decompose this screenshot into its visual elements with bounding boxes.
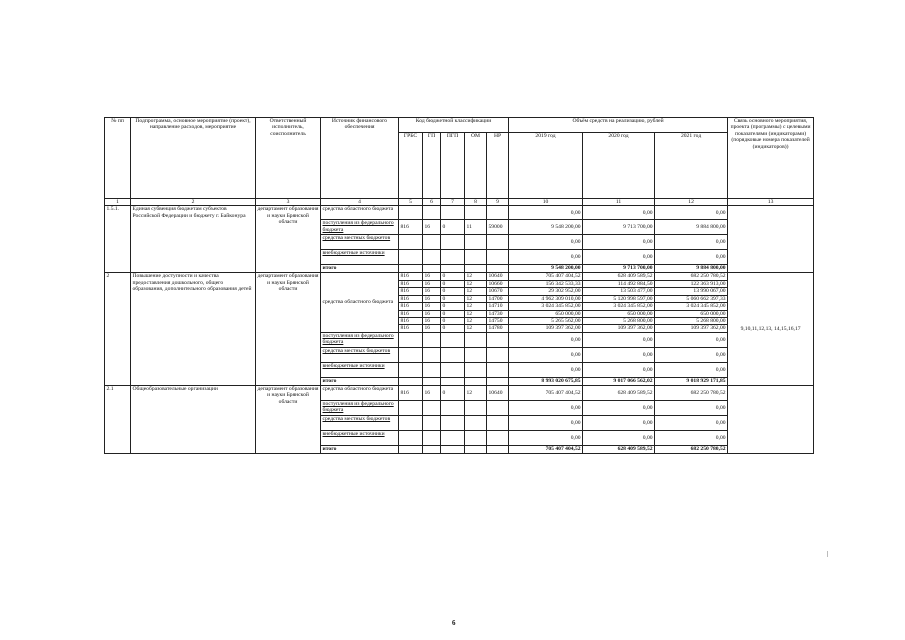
section-name: Общеобразовательные организации	[131, 385, 256, 453]
value-2021: 5 060 662 397,33	[655, 295, 728, 302]
code-om: 12	[465, 310, 487, 317]
total-2021: 9 018 929 171,85	[655, 377, 728, 385]
value-2021: 0,00	[655, 332, 728, 347]
header-source: Источник финансового обеспечения	[321, 118, 399, 199]
code-grbs: 816	[399, 310, 423, 317]
column-number: 12	[655, 199, 728, 206]
code-nr: 14780	[487, 325, 509, 332]
scan-mark	[827, 551, 828, 557]
header-pgp: ПГП	[441, 133, 465, 199]
total-2019: 705 407 404,52	[509, 445, 583, 453]
code-nr: 10640	[487, 273, 509, 280]
value-2021: 0,00	[655, 362, 728, 377]
code-pgp: 0	[441, 317, 465, 324]
column-number-row	[105, 199, 814, 206]
code-om: 12	[465, 295, 487, 302]
value-2020: 0,00	[583, 415, 655, 430]
value-2020: 0,00	[583, 332, 655, 347]
code-om: 12	[465, 303, 487, 310]
header-amount-group: Объём средств на реализацию, рублей	[509, 118, 728, 133]
code-nr: 14710	[487, 303, 509, 310]
value-2020: 628 409 589,52	[583, 273, 655, 280]
source-local: средства местных бюджетов	[321, 347, 399, 362]
source-extrabudget: внебюджетные источники	[321, 250, 399, 265]
column-number: 9	[487, 199, 509, 206]
indicators-cell	[728, 206, 814, 273]
source-regional: средства областного бюджета	[321, 206, 399, 220]
source-regional: средства областного бюджета	[321, 273, 399, 332]
column-number: 13	[728, 199, 814, 206]
header-nr: НР	[487, 133, 509, 199]
code-om: 12	[465, 385, 487, 400]
code-grbs: 816	[399, 303, 423, 310]
value-2020: 0,00	[583, 235, 655, 250]
value-2021: 0,00	[655, 250, 728, 265]
code-gp: 16	[423, 317, 441, 324]
column-number: 6	[423, 199, 441, 206]
value-2021: 650 000,00	[655, 310, 728, 317]
value-2020: 628 409 589,52	[583, 385, 655, 400]
value-2020: 0,00	[583, 362, 655, 377]
code-grbs: 816	[399, 273, 423, 280]
value-2019: 0,00	[509, 250, 583, 265]
value-2021: 0,00	[655, 415, 728, 430]
value-2021: 682 250 780,52	[655, 273, 728, 280]
section-name: Повышение доступности и качества предоставления дошкольного, общего образования, дополнительного образования детей	[131, 273, 256, 385]
source-total: итого	[321, 265, 399, 273]
value-2019: 5 265 562,00	[509, 317, 583, 324]
code-pgp: 0	[441, 220, 465, 235]
value-2019: 156 342 533,33	[509, 280, 583, 287]
header-row	[105, 118, 814, 133]
value-2019: 0,00	[509, 415, 583, 430]
code-om: 12	[465, 280, 487, 287]
code-pgp: 0	[441, 295, 465, 302]
source-extrabudget: внебюджетные источники	[321, 430, 399, 445]
value-2021: 0,00	[655, 400, 728, 415]
total-2020: 9 713 700,00	[583, 265, 655, 273]
code-om: 12	[465, 325, 487, 332]
header-no: № пп	[105, 118, 131, 199]
code-gp: 16	[423, 325, 441, 332]
source-federal: поступления из федерального бюджета	[321, 400, 399, 415]
value-2020: 0,00	[583, 430, 655, 445]
source-local: средства местных бюджетов	[321, 415, 399, 430]
code-gp: 16	[423, 303, 441, 310]
value-2020: 0,00	[583, 400, 655, 415]
value-2020: 13 503 477,00	[583, 288, 655, 295]
value-2019: 650 000,00	[509, 310, 583, 317]
code-nr: 14700	[487, 295, 509, 302]
source-extrabudget: внебюджетные источники	[321, 362, 399, 377]
code-pgp: 0	[441, 288, 465, 295]
value-2021: 0,00	[655, 430, 728, 445]
value-2021: 0,00	[655, 347, 728, 362]
value-2020: 0,00	[583, 250, 655, 265]
code-gp: 16	[423, 273, 441, 280]
value-2021: 122 363 913,00	[655, 280, 728, 287]
header-code-group: Код бюджетной классификации	[399, 118, 509, 133]
code-gp: 16	[423, 295, 441, 302]
value-2021: 109 397 362,00	[655, 325, 728, 332]
value-2019: 0,00	[509, 400, 583, 415]
total-2021: 682 250 780,52	[655, 445, 728, 453]
value-2019: 4 962 309 010,00	[509, 295, 583, 302]
total-2019: 8 993 020 675,85	[509, 377, 583, 385]
column-number: 4	[321, 199, 399, 206]
value-2021: 5 268 800,00	[655, 317, 728, 324]
column-number: 5	[399, 199, 423, 206]
value-2019: 0,00	[509, 347, 583, 362]
total-2021: 9 884 800,00	[655, 265, 728, 273]
budget-table	[104, 117, 814, 454]
code-om: 12	[465, 273, 487, 280]
section-no: 2.1	[105, 385, 131, 453]
indicators-cell	[728, 385, 814, 453]
value-2019: 3 024 345 852,00	[509, 303, 583, 310]
code-gp: 16	[423, 310, 441, 317]
code-nr: 10640	[487, 385, 509, 400]
value-2020: 109 397 362,00	[583, 325, 655, 332]
column-number: 10	[509, 199, 583, 206]
header-om: ОМ	[465, 133, 487, 199]
header-year-2020: 2020 год	[583, 133, 655, 199]
section-no: 1.5.1.	[105, 206, 131, 273]
value-2020: 650 000,00	[583, 310, 655, 317]
value-2021: 3 024 345 852,00	[655, 303, 728, 310]
header-year-2021: 2021 год	[655, 133, 728, 199]
table-row	[105, 206, 814, 220]
code-grbs: 816	[399, 295, 423, 302]
value-2019: 705 407 404,52	[509, 273, 583, 280]
indicators-cell: 9,10,11,12,13, 14,15,16,17	[728, 273, 814, 385]
source-local: средства местных бюджетов	[321, 235, 399, 250]
value-2019: 0,00	[509, 332, 583, 347]
section-executor: департамент образования и науки Брянской области	[256, 273, 321, 385]
section-no: 2	[105, 273, 131, 385]
value-2019: 109 397 362,00	[509, 325, 583, 332]
code-om: 12	[465, 288, 487, 295]
code-pgp: 0	[441, 310, 465, 317]
value-2020: 9 713 700,00	[583, 220, 655, 235]
value-2019: 9 548 200,00	[509, 220, 583, 235]
value-2019: 0,00	[509, 206, 583, 220]
value-2020: 5 120 998 597,00	[583, 295, 655, 302]
code-gp: 16	[423, 288, 441, 295]
column-number: 2	[131, 199, 256, 206]
code-pgp: 0	[441, 385, 465, 400]
column-number: 1	[105, 199, 131, 206]
source-federal: поступления из федерального бюджета	[321, 332, 399, 347]
table-row	[105, 273, 814, 280]
total-2019: 9 548 200,00	[509, 265, 583, 273]
source-federal: поступления из федерального бюджета	[321, 220, 399, 235]
code-nr: 59000	[487, 220, 509, 235]
total-2020: 628 409 589,52	[583, 445, 655, 453]
code-grbs: 816	[399, 325, 423, 332]
value-2020: 3 024 345 852,00	[583, 303, 655, 310]
value-2021: 682 250 780,52	[655, 385, 728, 400]
value-2019: 29 302 952,00	[509, 288, 583, 295]
value-2021: 0,00	[655, 206, 728, 220]
header-executor: Ответственный исполнитель, соисполнитель	[256, 118, 321, 199]
code-gp: 16	[423, 280, 441, 287]
page-number: 6	[452, 619, 456, 627]
value-2019: 0,00	[509, 430, 583, 445]
header-year-2019: 2019 год	[509, 133, 583, 199]
code-nr: 14750	[487, 317, 509, 324]
value-2020: 5 268 800,00	[583, 317, 655, 324]
section-name: Единая субвенция бюджетам субъектов Российской Федерации и бюджету г. Байконура	[131, 206, 256, 273]
source-regional: средства областного бюджета	[321, 385, 399, 400]
code-pgp: 0	[441, 273, 465, 280]
value-2019: 0,00	[509, 362, 583, 377]
code-om: 12	[465, 317, 487, 324]
code-pgp: 0	[441, 303, 465, 310]
section-executor: департамент образования и науки Брянской области	[256, 206, 321, 273]
value-2020: 0,00	[583, 347, 655, 362]
code-grbs: 816	[399, 280, 423, 287]
code-pgp: 0	[441, 280, 465, 287]
code-pgp: 0	[441, 325, 465, 332]
code-gp: 16	[423, 385, 441, 400]
code-grbs: 816	[399, 288, 423, 295]
value-2019: 0,00	[509, 235, 583, 250]
source-total: итого	[321, 377, 399, 385]
header-indicators: Связь основного мероприятия, проекта (программы) с целевыми показателями (индикаторами) (порядковые номера показателей (индикаторов))	[728, 118, 814, 199]
table-row	[105, 385, 814, 400]
code-om: 11	[465, 220, 487, 235]
total-2020: 9 017 066 562,02	[583, 377, 655, 385]
code-nr: 14730	[487, 310, 509, 317]
column-number: 11	[583, 199, 655, 206]
value-2020: 114 492 884,50	[583, 280, 655, 287]
column-number: 7	[441, 199, 465, 206]
code-grbs: 816	[399, 317, 423, 324]
value-2019: 705 407 404,52	[509, 385, 583, 400]
header-grbs: ГРБС	[399, 133, 423, 199]
column-number: 3	[256, 199, 321, 206]
code-nr: 10660	[487, 280, 509, 287]
value-2020: 0,00	[583, 206, 655, 220]
column-number: 8	[465, 199, 487, 206]
code-grbs: 816	[399, 385, 423, 400]
section-executor: департамент образования и науки Брянской области	[256, 385, 321, 453]
header-measure: Подпрограмма, основное мероприятие (проект), направление расходов, мероприятие	[131, 118, 256, 199]
value-2021: 0,00	[655, 235, 728, 250]
value-2021: 9 884 800,00	[655, 220, 728, 235]
value-2021: 13 990 067,00	[655, 288, 728, 295]
code-nr: 10670	[487, 288, 509, 295]
code-grbs: 816	[399, 220, 423, 235]
code-gp: 16	[423, 220, 441, 235]
source-total: итого	[321, 445, 399, 453]
header-gp: ГП	[423, 133, 441, 199]
